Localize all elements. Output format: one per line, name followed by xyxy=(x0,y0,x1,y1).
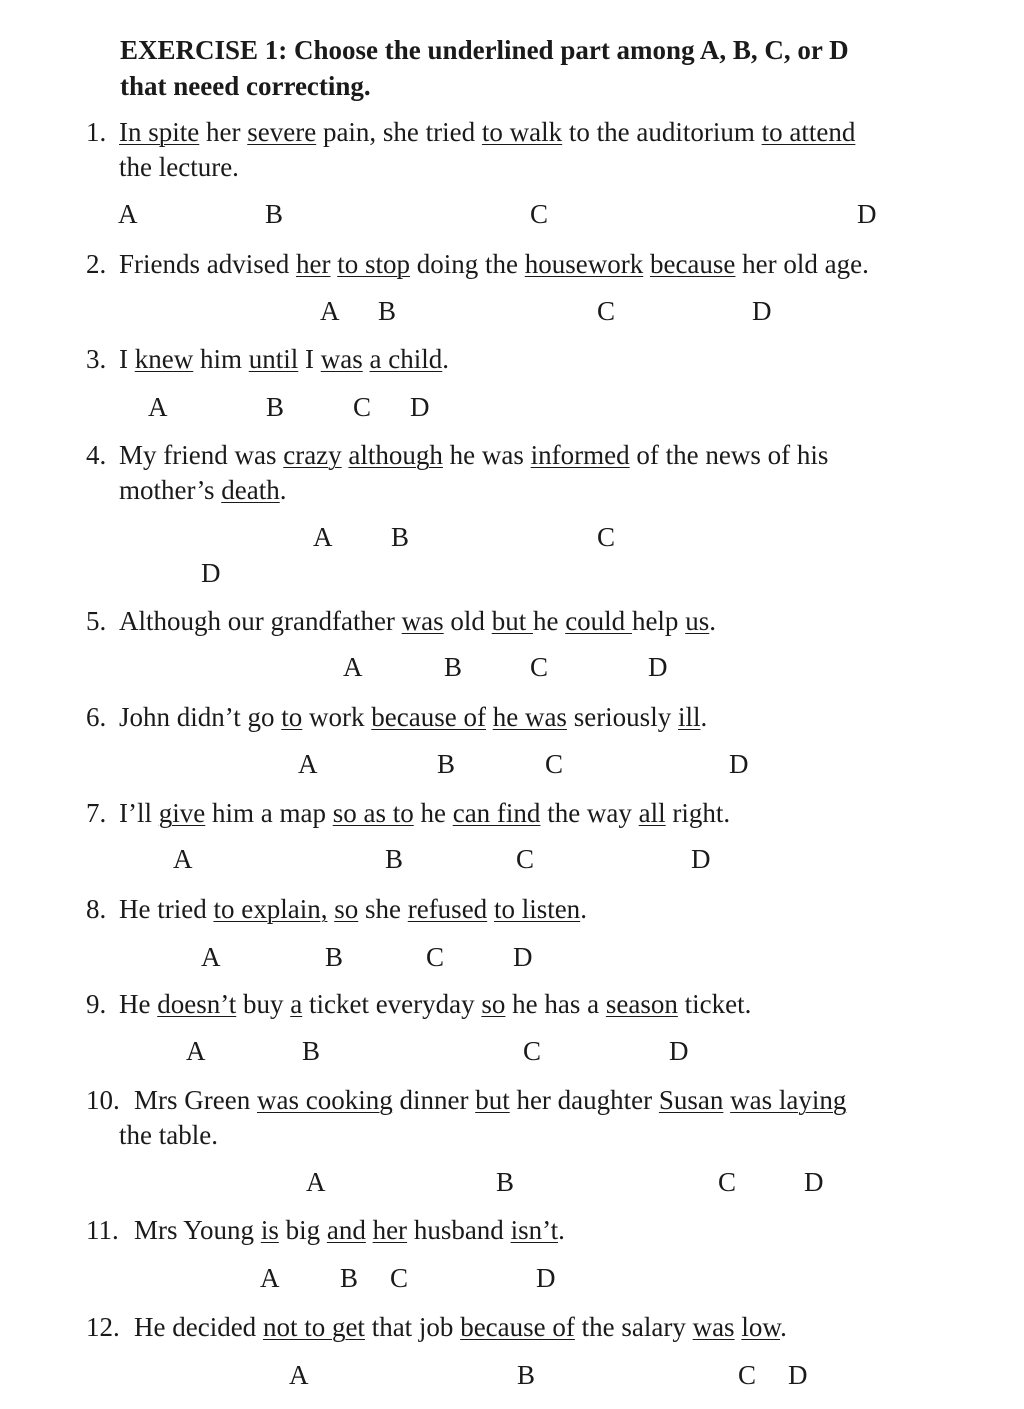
option-label-b: B xyxy=(496,1167,515,1197)
question-number: 10. xyxy=(86,1085,120,1115)
underlined-part: but xyxy=(475,1085,510,1115)
sentence-text: to the auditorium xyxy=(562,117,762,147)
sentence-text xyxy=(486,702,493,732)
sentence-text: Although our grandfather xyxy=(119,606,402,636)
underlined-part: informed xyxy=(530,440,630,470)
sentence-text: . xyxy=(700,702,708,732)
option-label-b: B xyxy=(517,1360,536,1390)
question-sentence xyxy=(134,1213,565,1247)
question-number: 3. xyxy=(86,344,107,374)
sentence-text: . xyxy=(558,1215,565,1245)
underlined-part: can find xyxy=(452,798,541,828)
option-label-a: A xyxy=(148,392,168,422)
option-label-a: A xyxy=(289,1360,309,1390)
sentence-text: he has a xyxy=(505,989,606,1019)
sentence-text: He tried xyxy=(119,894,214,924)
question-sentence xyxy=(119,987,751,1021)
option-label-a: A xyxy=(298,749,318,779)
sentence-text: he was xyxy=(442,440,531,470)
question-number: 12. xyxy=(86,1312,120,1342)
option-label-b: B xyxy=(378,296,397,326)
question-sentence xyxy=(134,1083,846,1117)
sentence-text: . xyxy=(580,894,587,924)
underlined-part: so xyxy=(481,989,506,1019)
sentence-text: she xyxy=(358,894,408,924)
underlined-part: not to get xyxy=(262,1312,365,1342)
underlined-part: so xyxy=(334,894,359,924)
sentence-text: that job xyxy=(364,1312,461,1342)
sentence-text: Mrs Green xyxy=(134,1085,257,1115)
sentence-text: He decided xyxy=(134,1312,263,1342)
sentence-text: He xyxy=(119,989,158,1019)
underlined-part: was xyxy=(320,344,363,374)
sentence-text: him a map xyxy=(205,798,333,828)
underlined-part: a xyxy=(290,989,303,1019)
question-sentence xyxy=(119,604,716,638)
sentence-text: right. xyxy=(665,798,731,828)
option-label-d: D xyxy=(804,1167,824,1197)
question-number: 9. xyxy=(86,989,107,1019)
sentence-text: of the news of his xyxy=(629,440,829,470)
sentence-text: ticket. xyxy=(677,989,752,1019)
sentence-text xyxy=(363,344,370,374)
sentence-text: I xyxy=(298,344,321,374)
option-label-a: A xyxy=(306,1167,326,1197)
underlined-part: ill xyxy=(677,702,701,732)
underlined-part: severe xyxy=(247,117,317,147)
sentence-text: her old age. xyxy=(735,249,869,279)
question-sentence xyxy=(134,1310,787,1344)
option-label-c: C xyxy=(353,392,372,422)
option-label-b: B xyxy=(385,844,404,874)
sentence-text: . xyxy=(279,475,287,505)
option-label-c: C xyxy=(390,1263,409,1293)
option-label-c: C xyxy=(597,296,616,326)
underlined-part: to attend xyxy=(761,117,856,147)
underlined-part: to listen xyxy=(493,894,581,924)
sentence-text: he xyxy=(413,798,453,828)
underlined-part: Susan xyxy=(658,1085,724,1115)
option-label-a: A xyxy=(320,296,340,326)
option-label-a: A xyxy=(343,652,363,682)
option-label-c: C xyxy=(597,522,616,552)
sentence-text: big xyxy=(278,1215,327,1245)
underlined-part: could xyxy=(565,606,632,636)
sentence-text: help xyxy=(631,606,686,636)
underlined-part: was laying xyxy=(730,1085,847,1115)
question-sentence xyxy=(119,115,855,149)
sentence-text: doing the xyxy=(409,249,525,279)
underlined-part: doesn’t xyxy=(157,989,237,1019)
sentence-text: . xyxy=(442,344,449,374)
option-label-c: C xyxy=(530,652,549,682)
option-label-a: A xyxy=(260,1263,280,1293)
question-sentence xyxy=(119,342,449,376)
underlined-part: was cooking xyxy=(256,1085,393,1115)
underlined-part: all xyxy=(638,798,666,828)
option-label-d: D xyxy=(648,652,668,682)
option-label-a: A xyxy=(118,199,138,229)
sentence-text: old xyxy=(443,606,492,636)
underlined-part: low xyxy=(741,1312,781,1342)
option-label-d: D xyxy=(691,844,711,874)
underlined-part: us xyxy=(685,606,710,636)
underlined-part: although xyxy=(348,440,443,470)
question-number: 7. xyxy=(86,798,107,828)
sentence-text: I’ll xyxy=(119,798,159,828)
sentence-text: My friend was xyxy=(119,440,284,470)
sentence-text: pain, she tried xyxy=(316,117,482,147)
question-sentence xyxy=(119,796,730,830)
underlined-part: to explain, xyxy=(213,894,328,924)
question-number: 5. xyxy=(86,606,107,636)
underlined-part: refused xyxy=(407,894,488,924)
question-number: 6. xyxy=(86,702,107,732)
underlined-part: was xyxy=(401,606,444,636)
underlined-part: her xyxy=(372,1215,408,1245)
option-label-c: C xyxy=(530,199,549,229)
option-label-b: B xyxy=(265,199,284,229)
option-label-d: D xyxy=(669,1036,689,1066)
sentence-text: work xyxy=(302,702,372,732)
underlined-part: In spite xyxy=(119,117,200,147)
sentence-text: John didn’t go xyxy=(119,702,282,732)
sentence-text: . xyxy=(709,606,716,636)
option-label-d: D xyxy=(729,749,749,779)
question-sentence-continuation: the table. xyxy=(119,1120,218,1150)
option-label-c: C xyxy=(523,1036,542,1066)
option-label-a: A xyxy=(173,844,193,874)
sentence-text: the salary xyxy=(574,1312,693,1342)
sentence-text xyxy=(366,1215,373,1245)
title-line-2: that neeed correcting. xyxy=(120,71,371,101)
underlined-part: and xyxy=(326,1215,366,1245)
question-sentence xyxy=(119,247,869,281)
option-label-a: A xyxy=(313,522,333,552)
option-label-a: A xyxy=(201,942,221,972)
underlined-part: her xyxy=(295,249,331,279)
option-label-d: D xyxy=(788,1360,808,1390)
question-number: 2. xyxy=(86,249,107,279)
sentence-text: her daughter xyxy=(509,1085,659,1115)
underlined-part: isn’t xyxy=(510,1215,559,1245)
underlined-part: because of xyxy=(371,702,486,732)
underlined-part: knew xyxy=(134,344,194,374)
question-number: 11. xyxy=(86,1215,119,1245)
sentence-text: seriously xyxy=(566,702,678,732)
sentence-text: I xyxy=(119,344,135,374)
underlined-part: crazy xyxy=(283,440,342,470)
sentence-text: him xyxy=(193,344,249,374)
underlined-part: a child xyxy=(369,344,443,374)
underlined-part: season xyxy=(605,989,678,1019)
question-sentence xyxy=(119,892,587,926)
underlined-part: to walk xyxy=(481,117,563,147)
option-label-b: B xyxy=(266,392,285,422)
sentence-text xyxy=(487,894,494,924)
question-sentence xyxy=(119,700,707,734)
underlined-part: he was xyxy=(492,702,567,732)
question-sentence xyxy=(119,438,828,472)
underlined-part: housework xyxy=(524,249,644,279)
option-label-d: D xyxy=(752,296,772,326)
underlined-part: because xyxy=(649,249,736,279)
option-label-c: C xyxy=(718,1167,737,1197)
sentence-text: Friends advised xyxy=(119,249,296,279)
title-line-1: EXERCISE 1: Choose the underlined part among A, B, C, or D xyxy=(120,35,849,65)
underlined-part: to xyxy=(281,702,303,732)
option-label-b: B xyxy=(325,942,344,972)
option-label-c: C xyxy=(426,942,445,972)
option-label-b: B xyxy=(437,749,456,779)
sentence-text: her xyxy=(199,117,248,147)
underlined-part: until xyxy=(248,344,299,374)
option-label-b: B xyxy=(391,522,410,552)
question-number: 8. xyxy=(86,894,107,924)
option-label-b: B xyxy=(340,1263,359,1293)
option-label-b: B xyxy=(302,1036,321,1066)
underlined-part: but xyxy=(491,606,533,636)
sentence-text: ticket everyday xyxy=(302,989,482,1019)
option-label-c: C xyxy=(738,1360,757,1390)
option-label-d: D xyxy=(857,199,877,229)
underlined-part: so as to xyxy=(332,798,414,828)
exercise-title xyxy=(120,32,980,104)
question-sentence-continuation xyxy=(119,473,286,507)
option-label-b: B xyxy=(444,652,463,682)
question-sentence-continuation: the lecture. xyxy=(119,152,239,182)
sentence-text: . xyxy=(780,1312,787,1342)
underlined-part: give xyxy=(158,798,206,828)
option-label-c: C xyxy=(516,844,535,874)
sentence-text: Mrs Young xyxy=(134,1215,261,1245)
sentence-text: buy xyxy=(236,989,291,1019)
underlined-part: death xyxy=(221,475,280,505)
option-label-d: D xyxy=(513,942,533,972)
underlined-part: to stop xyxy=(337,249,410,279)
sentence-text: mother’s xyxy=(119,475,222,505)
sentence-text: dinner xyxy=(392,1085,476,1115)
question-number: 1. xyxy=(86,117,107,147)
option-label-c: C xyxy=(545,749,564,779)
underlined-part: because of xyxy=(460,1312,575,1342)
sentence-text xyxy=(643,249,650,279)
option-label-d: D xyxy=(201,558,221,588)
option-label-d: D xyxy=(410,392,430,422)
sentence-text: the way xyxy=(540,798,639,828)
question-number: 4. xyxy=(86,440,107,470)
option-label-d: D xyxy=(536,1263,556,1293)
sentence-text: he xyxy=(532,606,566,636)
option-label-a: A xyxy=(186,1036,206,1066)
sentence-text: husband xyxy=(407,1215,511,1245)
underlined-part: was xyxy=(692,1312,735,1342)
underlined-part: is xyxy=(260,1215,279,1245)
